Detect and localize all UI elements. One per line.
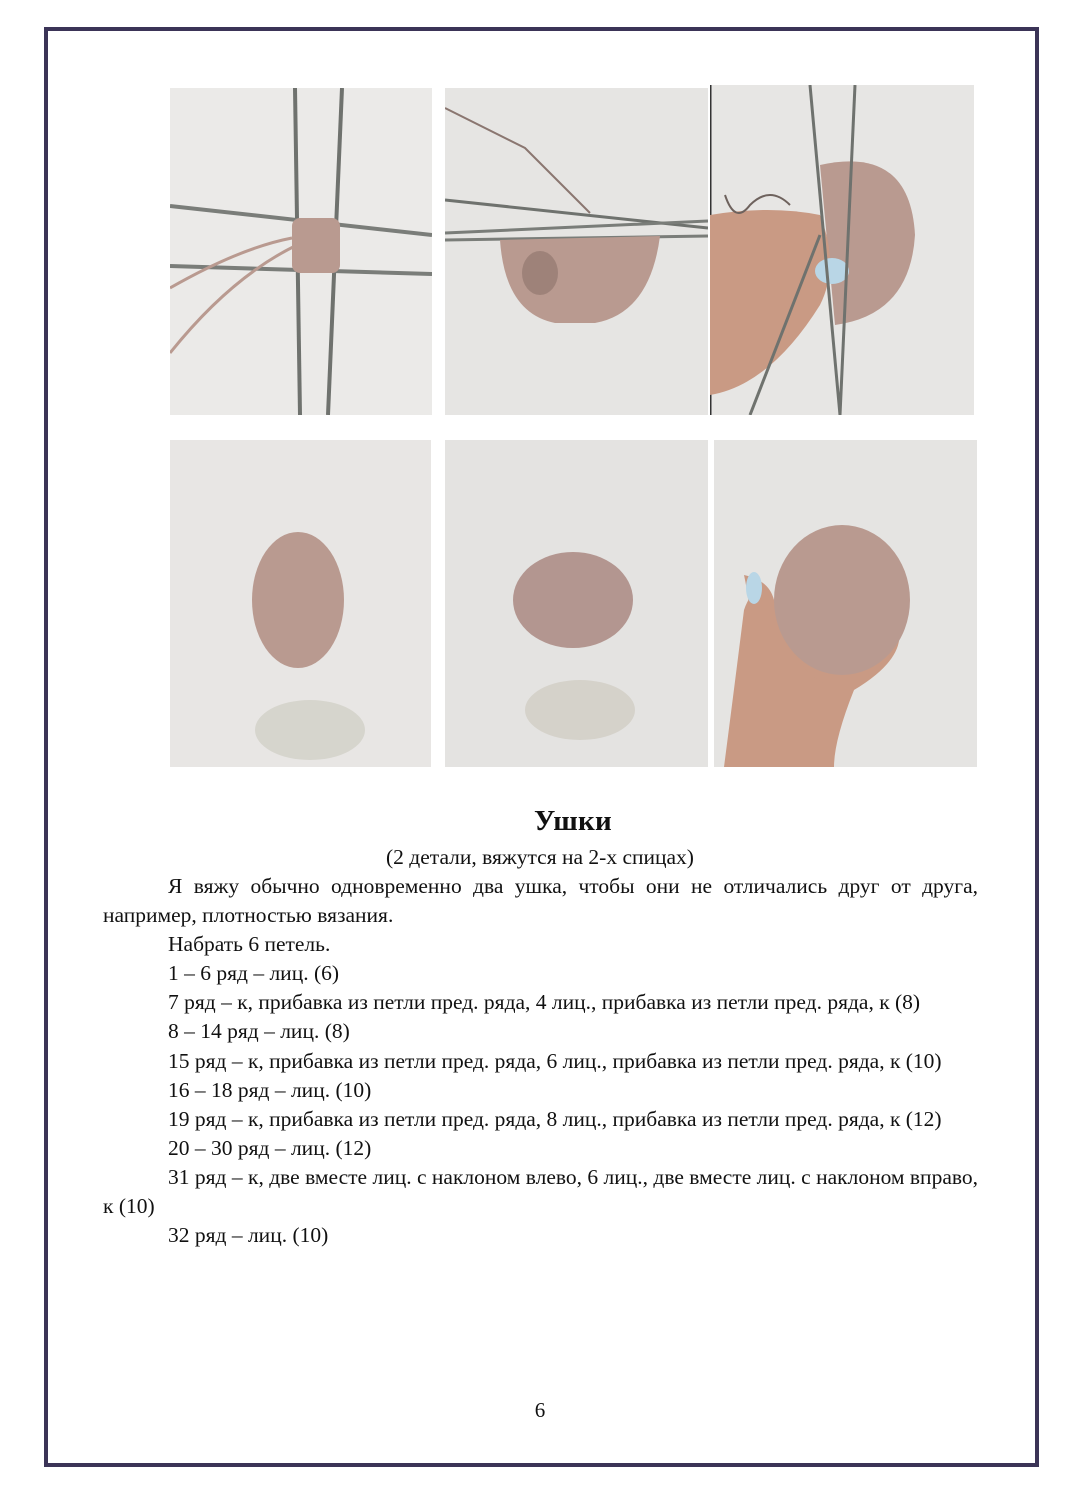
photo-hand-holding-ball (714, 440, 977, 767)
paragraph-cast-on: Набрать 6 петель. (168, 932, 331, 957)
row-instruction: 19 ряд – к, прибавка из петли пред. ряда, 8 лиц., прибавка из петли пред. ряда, к (12) (168, 1106, 942, 1131)
hand-holding-ball-image (714, 440, 977, 767)
photo-knitted-cup-on-needles (445, 88, 708, 415)
page-number: 6 (534, 1398, 546, 1422)
knitted-cup-image (445, 88, 708, 415)
row-instruction: 16 – 18 ряд – лиц. (10) (168, 1077, 372, 1102)
row-instruction: 31 ряд – к, две вместе лиц. с наклоном влево, 6 лиц., две вместе лиц. с наклоном вправо, к (10) (103, 1164, 978, 1219)
photo-oval-ear (170, 440, 431, 767)
row-instruction: 32 ряд – лиц. (10) (168, 1223, 329, 1248)
row-instruction: 15 ряд – к, прибавка из петли пред. ряда, 6 лиц., прибавка из петли пред. ряда, к (10) (168, 1048, 942, 1073)
oval-ear-image (170, 440, 431, 767)
hand-knitting-image (710, 85, 974, 415)
paragraph-intro: Я вяжу обычно одновременно два ушка, чтобы они не отличались друг от друга, например, плотностью вязания. (103, 874, 978, 928)
knitting-needles-image (170, 88, 432, 415)
instructions-body (103, 872, 978, 1250)
row-instruction: 1 – 6 ряд – лиц. (6) (168, 961, 340, 986)
section-subtitle: (2 детали, вяжутся на 2-х спицах) (386, 845, 694, 869)
photo-round-ear (445, 440, 708, 767)
row-instruction: 7 ряд – к, прибавка из петли пред. ряда, 4 лиц., прибавка из петли пред. ряда, к (8) (168, 990, 921, 1015)
row-instruction: 20 – 30 ряд – лиц. (12) (168, 1135, 372, 1160)
photo-hand-holding-needles (710, 85, 974, 415)
round-ear-image (445, 440, 708, 767)
photo-cast-on-needles (170, 88, 432, 415)
row-instruction: 8 – 14 ряд – лиц. (8) (168, 1019, 350, 1044)
section-title: Ушки (533, 805, 612, 837)
